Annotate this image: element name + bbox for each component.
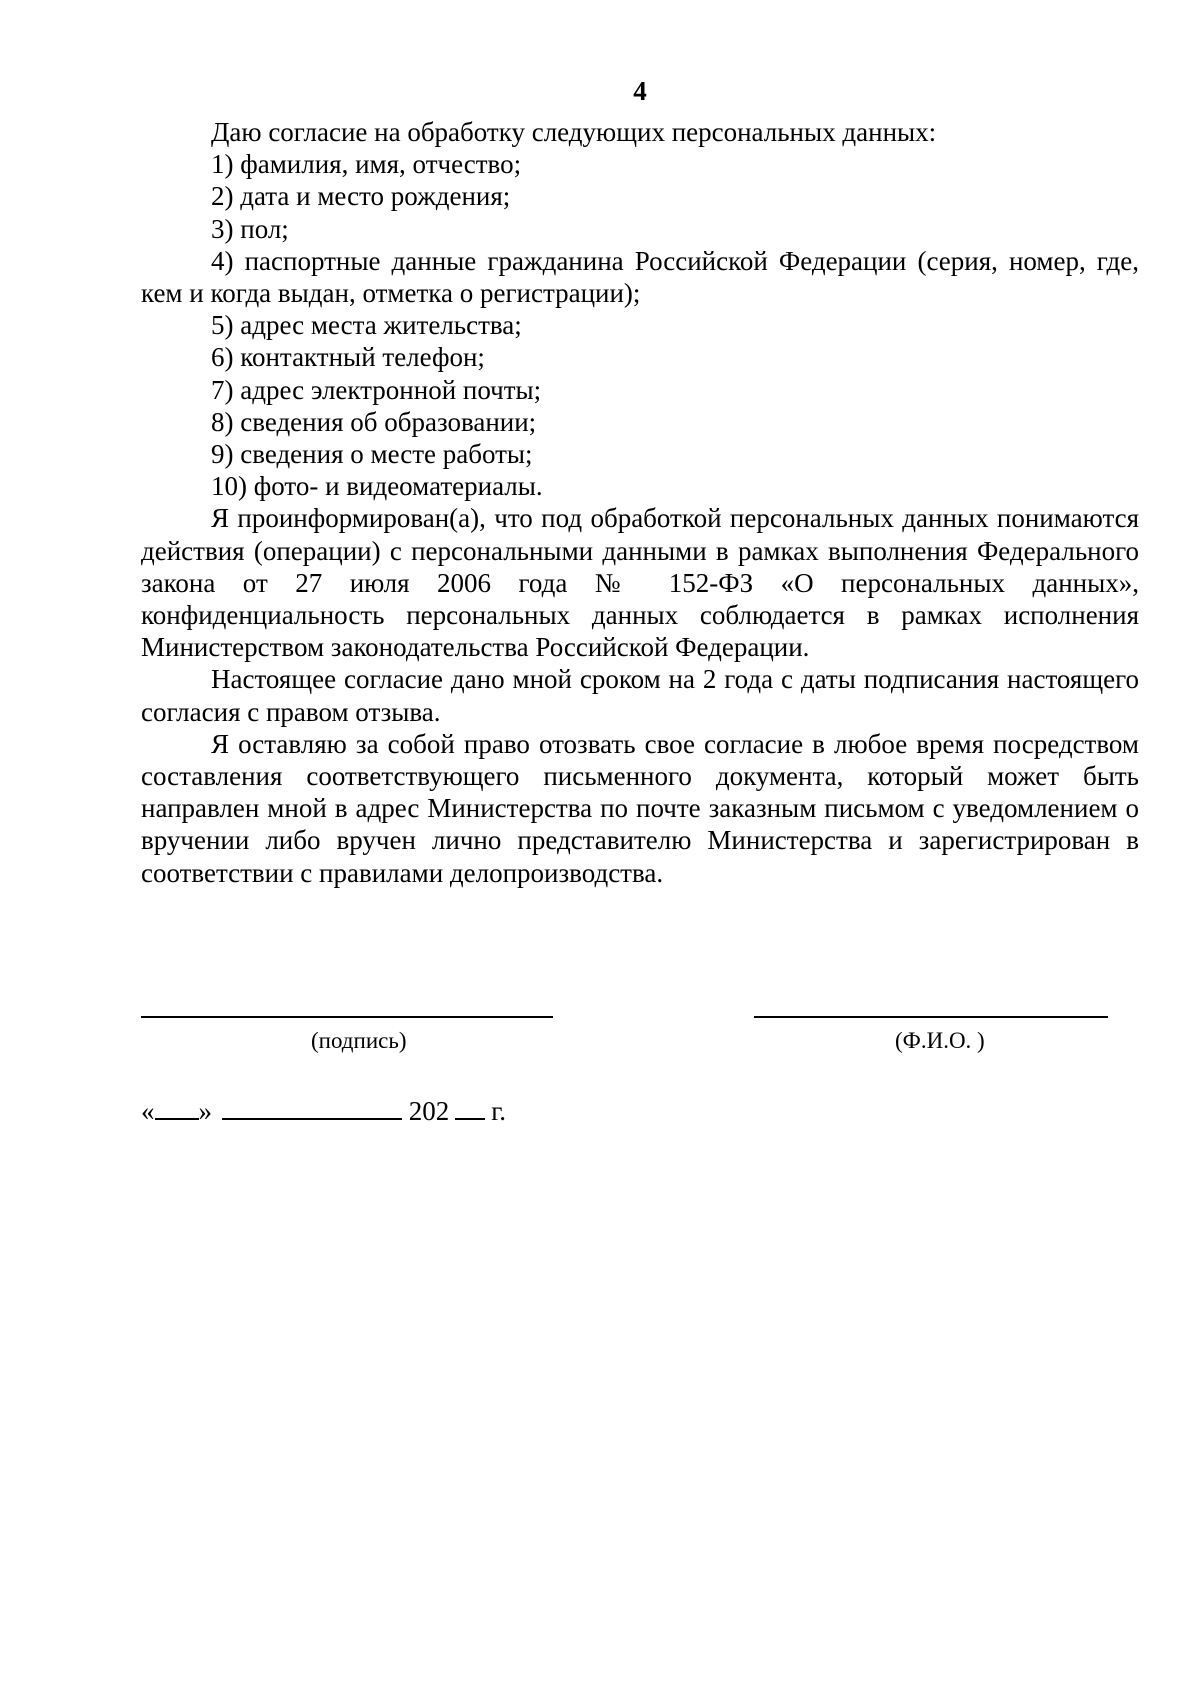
year-prefix: 202: [408, 1096, 450, 1126]
date-close-quote: »: [198, 1096, 212, 1126]
data-item: 2) дата и место рождения;: [211, 181, 511, 212]
processing-info-paragraph: Я проинформирован(а), что под обработкой персональных данных понимаются действия (операции) с персональными данными в рамках выполнения Федерального закона от 27 июля 2006 года № 152-ФЗ «О персональных данных», конфиденциальность персональных данных соблюдается в рамках исполнения Министерством законодательства Российской Федерации.: [141, 503, 1139, 663]
date-open-quote: «: [141, 1096, 155, 1126]
day-blank: [155, 1092, 199, 1120]
year-blank: [455, 1092, 485, 1120]
data-item: 9) сведения о месте работы;: [211, 439, 533, 470]
data-item: 5) адрес места жительства;: [211, 310, 522, 341]
data-item: 6) контактный телефон;: [211, 342, 485, 373]
page-number: 4: [633, 76, 647, 106]
consent-body: [141, 116, 1139, 889]
full-name-line: [754, 1016, 1108, 1018]
date-row: [141, 1092, 506, 1130]
year-suffix: г.: [491, 1096, 507, 1126]
data-item: 7) адрес электронной почты;: [211, 374, 542, 405]
signature-line: [141, 1016, 553, 1018]
signature-caption: (подпись): [311, 1028, 407, 1053]
data-item: 4) паспортные данные гражданина Российской Федерации (серия, номер, где, кем и когда выдан, отметка о регистрации);: [141, 245, 1139, 309]
data-item: 10) фото- и видеоматериалы.: [211, 471, 543, 502]
consent-intro: Даю согласие на обработку следующих персональных данных:: [211, 117, 937, 147]
full-name-caption: (Ф.И.О. ): [895, 1028, 985, 1053]
consent-term-paragraph: Настоящее согласие дано мной сроком на 2 года с даты подписания настоящего согласия с правом отзыва.: [141, 664, 1139, 727]
revocation-paragraph: Я оставляю за собой право отозвать свое согласие в любое время посредством составления соответствующего письменного документа, который может быть направлен мной в адрес Министерства по почте заказным письмом с уведомлением о вручении либо вручен лично представителю Министерства и зарегистрирован в соответствии с правилами делопроизводства.: [141, 728, 1139, 888]
month-blank: [222, 1092, 402, 1120]
data-item: 1) фамилия, имя, отчество;: [211, 149, 522, 180]
data-item: 3) пол;: [211, 213, 289, 244]
data-item: 8) сведения об образовании;: [211, 406, 537, 437]
